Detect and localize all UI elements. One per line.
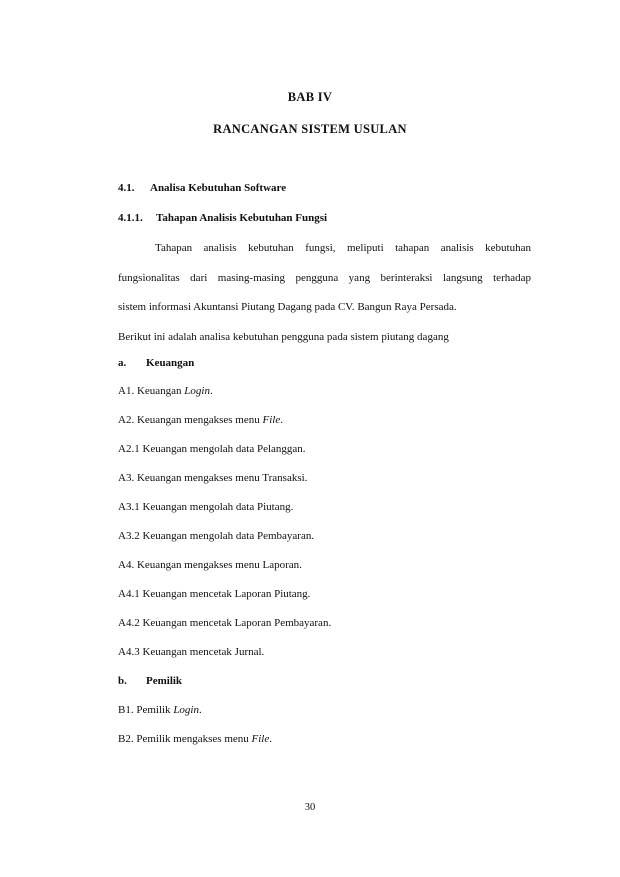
file-term: File — [262, 414, 281, 426]
list-item: A1. Keuangan Login. — [118, 385, 213, 397]
file-term: File — [251, 733, 270, 745]
section-title: Analisa Kebutuhan Software — [150, 182, 287, 194]
login-term: Login — [184, 385, 210, 397]
group-a-heading — [118, 357, 194, 369]
group-a-marker: a. — [118, 357, 127, 369]
list-item: A3.1 Keuangan mengolah data Piutang. — [118, 501, 294, 513]
list-item: A2.1 Keuangan mengolah data Pelanggan. — [118, 443, 306, 455]
subsection-heading — [118, 212, 327, 224]
body-paragraph — [118, 240, 531, 358]
page-number: 30 — [304, 802, 316, 813]
list-item: B1. Pemilik Login. — [118, 704, 202, 716]
list-item: A3.2 Keuangan mengolah data Pembayaran. — [118, 530, 315, 542]
list-item: B2. Pemilik mengakses menu File. — [118, 733, 272, 745]
subsection-title: Tahapan Analisis Kebutuhan Fungsi — [156, 212, 328, 224]
list-item: A3. Keuangan mengakses menu Transaksi. — [118, 472, 308, 484]
list-item: A4.1 Keuangan mencetak Laporan Piutang. — [118, 588, 311, 600]
section-heading — [118, 182, 286, 194]
list-item: A4.3 Keuangan mencetak Jurnal. — [118, 646, 265, 658]
paragraph-line: Berikut ini adalah analisa kebutuhan pengguna pada sistem piutang dagang — [118, 330, 449, 343]
chapter-label: BAB IV — [287, 90, 333, 104]
paragraph-line: fungsionalitas dari masing-masing pengguna yang berinteraksi langsung terhadap — [118, 271, 531, 284]
paragraph-line: sistem informasi Akuntansi Piutang Dagang pada CV. Bangun Raya Persada. — [118, 301, 457, 313]
list-item: A4.2 Keuangan mencetak Laporan Pembayaran. — [118, 617, 332, 629]
paragraph-line: Tahapan analisis kebutuhan fungsi, meliputi tahapan analisis kebutuhan — [155, 242, 531, 254]
subsection-number: 4.1.1. — [118, 212, 143, 224]
group-b-marker: b. — [118, 675, 127, 687]
list-item: A4. Keuangan mengakses menu Laporan. — [118, 559, 302, 571]
section-number: 4.1. — [118, 182, 135, 194]
chapter-title: RANCANGAN SISTEM USULAN — [213, 122, 407, 136]
group-a-title: Keuangan — [146, 357, 195, 369]
login-term: Login — [173, 704, 199, 716]
group-b-title: Pemilik — [146, 675, 183, 687]
list-item: A2. Keuangan mengakses menu File. — [118, 414, 283, 426]
group-b-heading — [118, 675, 182, 687]
